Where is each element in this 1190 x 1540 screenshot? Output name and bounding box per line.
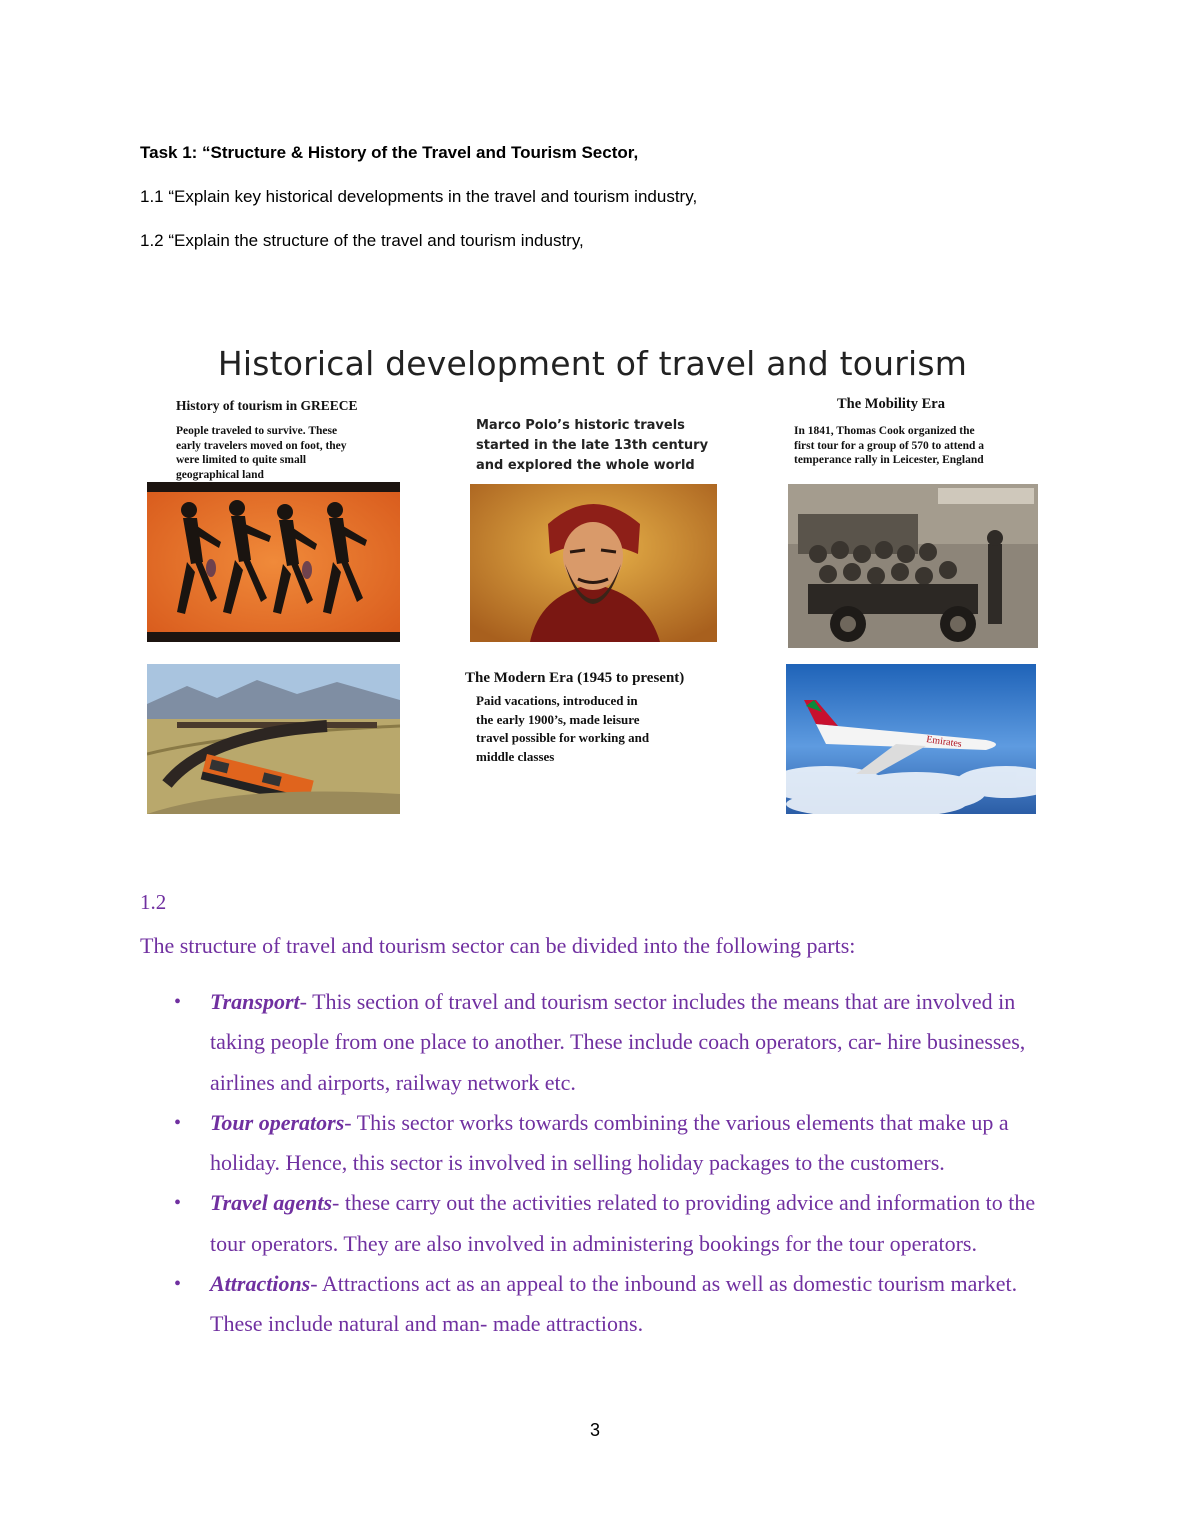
- list-item-text: - This sector works towards combining the various elements that make up a holiday. Hence, this sector is involved in selling holiday packages to the customers.: [210, 1109, 1009, 1176]
- caption-line: early travelers moved on foot, they: [176, 439, 347, 452]
- task-title: Task 1: “Structure & History of the Travel and Tourism Sector,: [140, 143, 639, 162]
- caption-line: the early 1900’s, made leisure: [476, 711, 640, 727]
- historical-development-infographic: [140, 336, 1045, 824]
- list-item-term: Attractions: [210, 1271, 311, 1297]
- bullet-icon: •: [174, 1111, 182, 1134]
- list-item-term: Transport: [210, 989, 300, 1014]
- list-item: [140, 982, 1050, 1103]
- objective-1-2: 1.2 “Explain the structure of the travel and tourism industry,: [140, 231, 584, 250]
- structure-list: [140, 982, 1050, 1345]
- caption-line: and explored the whole world: [476, 458, 695, 473]
- marco-polo-caption: [476, 416, 708, 476]
- list-item: [140, 1103, 1050, 1184]
- section-number: 1.2: [140, 890, 167, 914]
- section-intro: The structure of travel and tourism sector can be divided into the following parts:: [140, 933, 856, 958]
- caption-line: travel possible for working and: [476, 730, 650, 745]
- page-number: 3: [589, 1420, 600, 1440]
- list-item-term: Tour operators: [210, 1109, 345, 1135]
- vintage-motor-coach-image: [788, 484, 1038, 648]
- caption-line: Paid vacations, introduced in: [476, 693, 638, 708]
- objective-1-1: 1.1 “Explain key historical developments in the travel and tourism industry,: [140, 187, 698, 206]
- freight-train-image: [147, 664, 400, 814]
- list-item-text: - Attractions act as an appeal to the inbound as well as domestic tourism market. These include natural and man- made attractions.: [210, 1271, 1018, 1337]
- mobility-caption: [794, 424, 984, 468]
- greek-vase-image: [147, 482, 400, 642]
- list-item-text: - This section of travel and tourism sector includes the means that are involved in taking people from one place to another. These include coach operators, car- hire businesses, airlines and airports, railway network etc.: [210, 989, 1026, 1095]
- plane-livery-text: Emirates: [925, 734, 963, 750]
- caption-line: geographical land: [176, 468, 264, 481]
- marco-polo-portrait-image: [470, 484, 717, 642]
- list-item: [140, 1183, 1050, 1264]
- caption-line: first tour for a group of 570 to attend a: [794, 439, 985, 452]
- list-item-text: - these carry out the activities related to providing advice and information to the tour operators. They are also involved in administering bookings for the tour operators.: [210, 1190, 1036, 1256]
- modern-era-caption: [476, 692, 649, 766]
- list-item-term: Travel agents: [210, 1190, 332, 1216]
- bullet-icon: •: [174, 1192, 182, 1215]
- mobility-heading: The Mobility Era: [837, 396, 945, 412]
- infographic-title: Historical development of travel and tourism: [217, 344, 968, 383]
- caption-line: temperance rally in Leicester, England: [794, 454, 984, 466]
- bullet-icon: •: [174, 991, 182, 1013]
- caption-line: In 1841, Thomas Cook organized the: [794, 425, 975, 437]
- modern-era-heading: The Modern Era (1945 to present): [465, 670, 685, 686]
- caption-line: were limited to quite small: [176, 454, 307, 466]
- caption-line: People traveled to survive. These: [176, 425, 338, 437]
- caption-line: started in the late 13th century: [476, 438, 709, 453]
- greece-heading: History of tourism in GREECE: [176, 398, 358, 413]
- caption-line: middle classes: [476, 748, 555, 764]
- greece-caption: [176, 424, 347, 482]
- list-item: [140, 1264, 1050, 1345]
- airliner-image: [786, 664, 1036, 814]
- caption-line: Marco Polo’s historic travels: [476, 418, 685, 433]
- bullet-icon: •: [174, 1273, 182, 1296]
